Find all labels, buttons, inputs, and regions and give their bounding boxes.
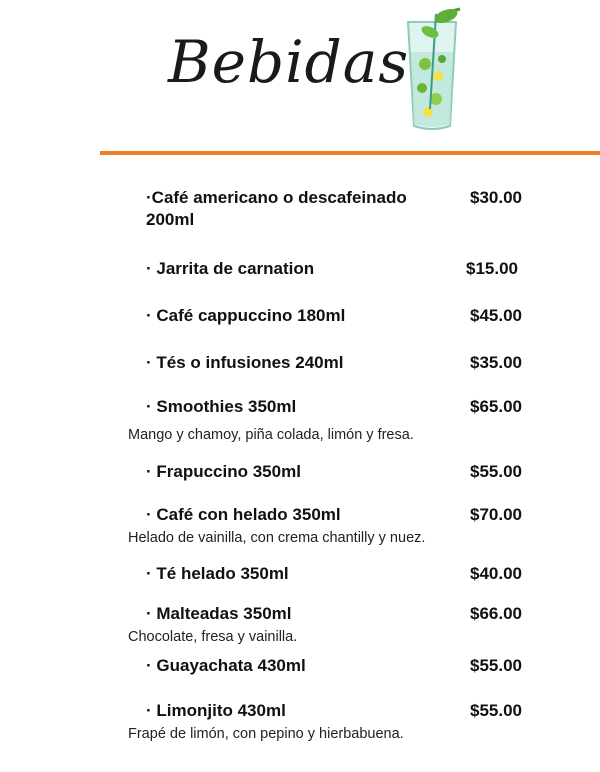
item-name: ·Café americano o descafeinado 200ml	[146, 188, 407, 229]
item-name: · Guayachata 430ml	[146, 656, 306, 675]
item-name: · Café cappuccino 180ml	[146, 306, 346, 325]
item-price: $55.00	[470, 656, 522, 675]
item-price: $30.00	[470, 188, 522, 207]
title-divider	[100, 151, 600, 155]
item-price: $55.00	[470, 462, 522, 481]
item-description: Chocolate, fresa y vainilla.	[128, 629, 298, 645]
item-description: Frapé de limón, con pepino y hierbabuena.	[128, 726, 404, 742]
item-description: Mango y chamoy, piña colada, limón y fresa.	[128, 427, 414, 443]
item-price: $45.00	[470, 306, 522, 325]
item-name: · Café con helado 350ml	[146, 505, 341, 524]
item-name: · Jarrita de carnation	[146, 259, 315, 278]
item-name: · Tés o infusiones 240ml	[146, 353, 344, 372]
menu-title: Bebidas	[168, 28, 410, 96]
item-price: $66.00	[470, 604, 522, 623]
item-description: Helado de vainilla, con crema chantilly y nuez.	[128, 530, 426, 546]
item-name: · Malteadas 350ml	[146, 604, 292, 623]
item-price: $15.00	[466, 259, 518, 278]
item-name: · Limonjito 430ml	[146, 701, 286, 720]
item-price: $70.00	[470, 505, 522, 524]
item-name: · Smoothies 350ml	[146, 397, 297, 416]
item-name: · Té helado 350ml	[146, 564, 289, 583]
item-name: · Frapuccino 350ml	[146, 462, 301, 481]
mojito-glass-icon	[390, 4, 475, 134]
item-price: $40.00	[470, 564, 522, 583]
item-price: $65.00	[470, 397, 522, 416]
item-price: $35.00	[470, 353, 522, 372]
item-price: $55.00	[470, 701, 522, 720]
